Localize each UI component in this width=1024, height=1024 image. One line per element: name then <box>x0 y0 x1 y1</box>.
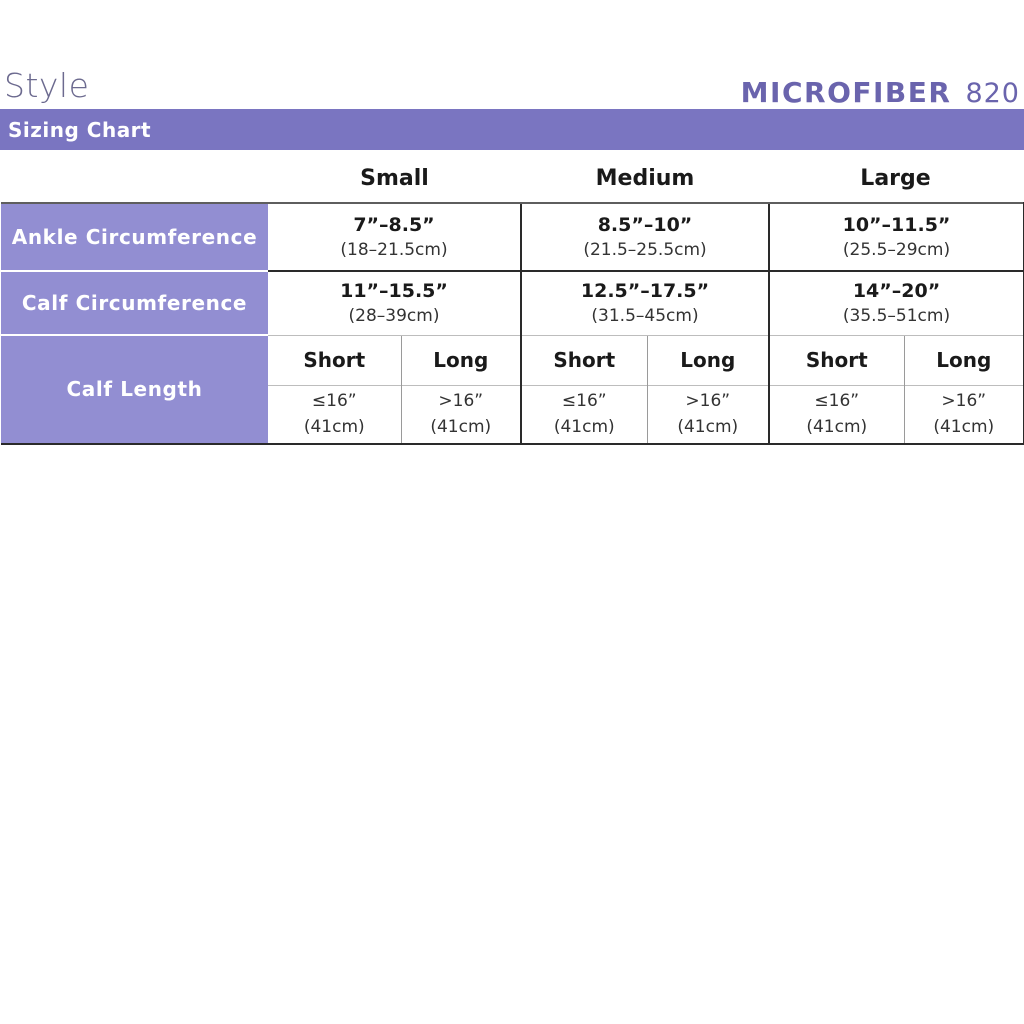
calf-medium-cm: (31.5–45cm) <box>591 306 699 327</box>
large-long-in: >16” <box>941 391 987 411</box>
ankle-large-in: 10”–11.5” <box>842 214 951 236</box>
calf-small <box>268 271 521 335</box>
sizing-chart-banner <box>0 109 1024 150</box>
ankle-medium <box>521 203 769 271</box>
ankle-small-cm: (18–21.5cm) <box>340 240 448 260</box>
calf-large-in: 14”–20” <box>852 280 941 303</box>
product-name: MICROFIBER <box>740 76 952 109</box>
ankle-label: Ankle Circumference <box>1 203 268 271</box>
product-title <box>741 76 1020 109</box>
calf-large <box>769 271 1024 335</box>
size-header-medium: Medium <box>595 166 695 191</box>
large-short-cm: (41cm) <box>806 417 868 437</box>
small-long-cm: (41cm) <box>430 417 492 437</box>
ankle-small-in: 7”–8.5” <box>353 214 435 236</box>
medium-short-in: ≤16” <box>561 391 607 411</box>
calf-large-cm: (35.5–51cm) <box>842 306 951 327</box>
calf-medium-in: 12.5”–17.5” <box>580 280 710 303</box>
length-label: Calf Length <box>1 335 268 444</box>
calf-medium <box>521 271 769 335</box>
medium-short-cm: (41cm) <box>553 417 615 437</box>
medium-long-in: >16” <box>685 391 731 411</box>
medium-long-cm: (41cm) <box>677 417 739 437</box>
large-long-cm: (41cm) <box>933 417 995 437</box>
ankle-medium-in: 8.5”–10” <box>597 214 693 236</box>
length-heads-row <box>1 335 1024 385</box>
large-long-val <box>904 385 1024 444</box>
calf-small-in: 11”–15.5” <box>340 280 448 303</box>
large-short-head: Short <box>769 335 904 385</box>
calf-label: Calf Circumference <box>1 271 268 335</box>
small-short-cm: (41cm) <box>303 417 365 437</box>
small-short-head: Short <box>268 335 401 385</box>
small-short-val <box>268 385 401 444</box>
medium-short-val <box>521 385 647 444</box>
medium-long-val <box>647 385 769 444</box>
calf-small-cm: (28–39cm) <box>348 306 440 327</box>
small-long-head: Long <box>401 335 521 385</box>
large-short-in: ≤16” <box>814 391 860 411</box>
banner-title: Sizing Chart <box>8 117 152 142</box>
medium-long-head: Long <box>647 335 769 385</box>
product-code: 820 <box>965 78 1020 109</box>
large-short-val <box>769 385 904 444</box>
style-label: Style <box>4 66 90 105</box>
calf-row <box>1 271 1024 335</box>
large-long-head: Long <box>904 335 1024 385</box>
ankle-medium-cm: (21.5–25.5cm) <box>583 240 707 260</box>
small-long-in: >16” <box>438 391 484 411</box>
small-short-in: ≤16” <box>311 391 357 411</box>
ankle-large <box>769 203 1024 271</box>
ankle-small <box>268 203 521 271</box>
ankle-row <box>1 203 1024 271</box>
medium-short-head: Short <box>521 335 647 385</box>
sizing-table <box>1 202 1024 445</box>
size-header-small: Small <box>360 166 429 191</box>
small-long-val <box>401 385 521 444</box>
ankle-large-cm: (25.5–29cm) <box>842 240 951 260</box>
size-header-large: Large <box>860 166 931 191</box>
